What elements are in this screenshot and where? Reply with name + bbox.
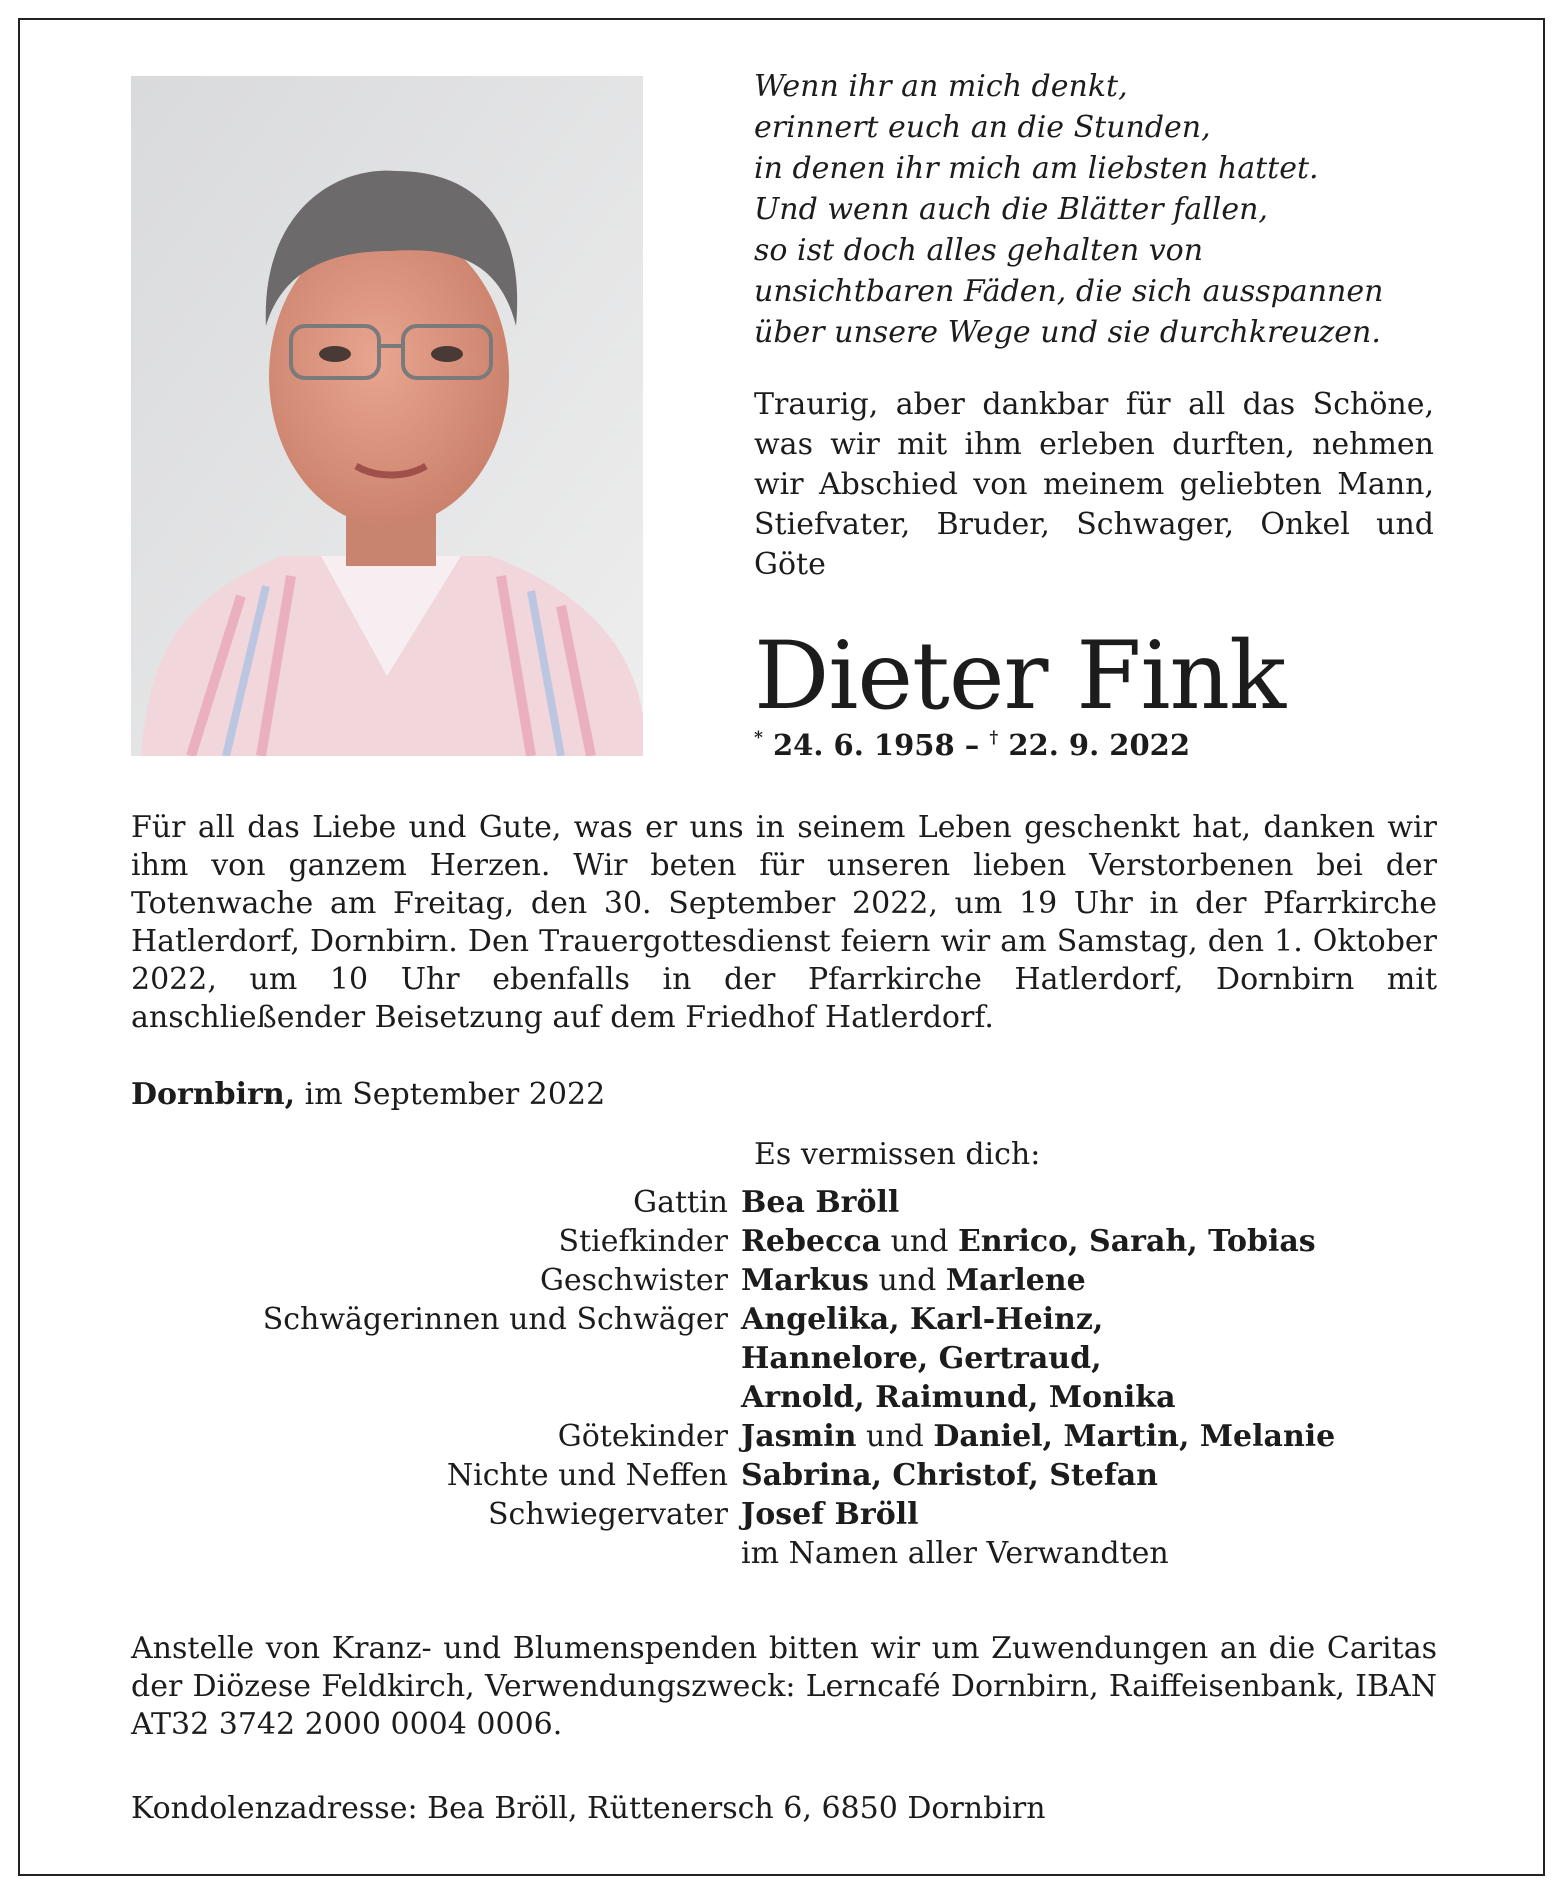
mourners-heading: Es vermissen dich:	[754, 1137, 1041, 1172]
birth-symbol: *	[754, 728, 763, 748]
mourner-relation: Schwägerinnen und Schwäger	[262, 1302, 728, 1337]
mourner-names	[741, 1534, 1511, 1573]
mourner-relation: Stiefkinder	[558, 1224, 728, 1259]
poem-line: Und wenn auch die Blätter fallen,	[754, 192, 1268, 227]
mourners-list	[131, 1183, 1511, 1573]
mourner-names	[741, 1339, 1511, 1378]
mourner-row	[131, 1222, 1511, 1261]
mourner-row	[131, 1534, 1511, 1573]
mourner-names	[741, 1495, 1511, 1534]
mourner-relation	[131, 1378, 741, 1417]
mourner-name-part: Enrico, Sarah, Tobias	[957, 1224, 1316, 1259]
mourner-row	[131, 1417, 1511, 1456]
mourner-name-part: Jasmin	[741, 1419, 857, 1454]
mourner-name-part: Bea Bröll	[741, 1185, 900, 1220]
mourner-name-part: im Namen aller Verwandten	[741, 1536, 1169, 1571]
mourner-names	[741, 1261, 1511, 1300]
mourner-names	[741, 1183, 1511, 1222]
mourner-name-part: Marlene	[945, 1263, 1086, 1298]
mourner-relation: Schwiegervater	[488, 1497, 728, 1532]
mourner-row	[131, 1456, 1511, 1495]
mourner-names	[741, 1222, 1511, 1261]
mourner-relation	[131, 1339, 741, 1378]
mourner-name-part: Angelika, Karl-Heinz,	[741, 1302, 1104, 1337]
service-details-paragraph: Für all das Liebe und Gute, was er uns in seinem Leben geschenkt hat, danken wir ihm von ganzem Herzen. Wir beten für unseren lieben Verstorbenen bei der Totenwache am Freitag, den 30. September 2022, um 19 Uhr in der Pfarrkirche Hatlerdorf, Dornbirn. Den Trauergottesdienst feiern wir am Samstag, den 1. Oktober 2022, um 10 Uhr ebenfalls in der Pfarrkirche Hatlerdorf, Dornbirn mit anschließender Beisetzung auf dem Friedhof Hatlerdorf.	[131, 810, 1437, 1035]
date-separator: –	[964, 728, 980, 762]
intro-paragraph: Traurig, aber dankbar für all das Schöne, was wir mit ihm erleben durften, nehmen wir Abschied von meinem geliebten Mann, Stiefvater, Bruder, Schwager, Onkel und Göte	[754, 387, 1434, 582]
place-date-line	[131, 1077, 605, 1112]
mourner-name-part: Hannelore, Gertraud,	[741, 1341, 1102, 1376]
poem-line: in denen ihr mich am liebsten hattet.	[754, 151, 1319, 186]
mourner-name-part: Josef Bröll	[741, 1497, 919, 1532]
memorial-poem	[754, 66, 1474, 353]
poem-line: Wenn ihr an mich denkt,	[754, 69, 1128, 104]
life-dates	[754, 728, 1190, 762]
mourner-name-part: Arnold, Raimund, Monika	[741, 1380, 1176, 1415]
mourner-names	[741, 1378, 1511, 1417]
mourner-row	[131, 1300, 1511, 1339]
mourner-names	[741, 1417, 1511, 1456]
poem-line: unsichtbaren Fäden, die sich ausspannen	[754, 274, 1384, 309]
mourner-relation: Geschwister	[539, 1263, 728, 1298]
mourner-row	[131, 1183, 1511, 1222]
condolence-address: Kondolenzadresse: Bea Bröll, Rüttenersch 6, 6850 Dornbirn	[131, 1791, 1046, 1826]
place-city: Dornbirn,	[131, 1077, 296, 1112]
mourner-relation: Götekinder	[557, 1419, 728, 1454]
mourner-relation: Nichte und Neffen	[446, 1458, 728, 1493]
death-date: 22. 9. 2022	[1008, 728, 1190, 762]
place-date: im September 2022	[304, 1077, 606, 1112]
poem-line: erinnert euch an die Stunden,	[754, 110, 1211, 145]
mourner-relation: Gattin	[633, 1185, 728, 1220]
donation-paragraph: Anstelle von Kranz- und Blumenspenden bitten wir um Zuwendungen an die Caritas der Diözese Feldkirch, Verwendungszweck: Lerncafé Dornbirn, Raiffeisenbank, IBAN AT32 3742 2000 0004 0006.	[131, 1631, 1437, 1742]
birth-date: 24. 6. 1958	[773, 728, 955, 762]
mourner-row	[131, 1378, 1511, 1417]
deceased-name: Dieter Fink	[754, 622, 1286, 731]
mourner-name-part: und	[881, 1224, 958, 1259]
mourner-row	[131, 1339, 1511, 1378]
poem-line: so ist doch alles gehalten von	[754, 233, 1204, 268]
mourner-names	[741, 1456, 1511, 1495]
mourner-relation	[131, 1534, 741, 1573]
mourner-name-part: und	[868, 1263, 946, 1298]
mourner-row	[131, 1495, 1511, 1534]
poem-line: über unsere Wege und sie durchkreuzen.	[754, 315, 1381, 350]
mourner-name-part: und	[856, 1419, 934, 1454]
portrait-photo	[131, 76, 643, 756]
mourner-name-part: Markus	[741, 1263, 869, 1298]
mourner-name-part: Rebecca	[741, 1224, 882, 1259]
death-symbol: †	[989, 728, 999, 748]
mourner-row	[131, 1261, 1511, 1300]
mourner-name-part: Sabrina, Christof, Stefan	[741, 1458, 1158, 1493]
mourner-name-part: Daniel, Martin, Melanie	[933, 1419, 1336, 1454]
mourner-names	[741, 1300, 1511, 1339]
